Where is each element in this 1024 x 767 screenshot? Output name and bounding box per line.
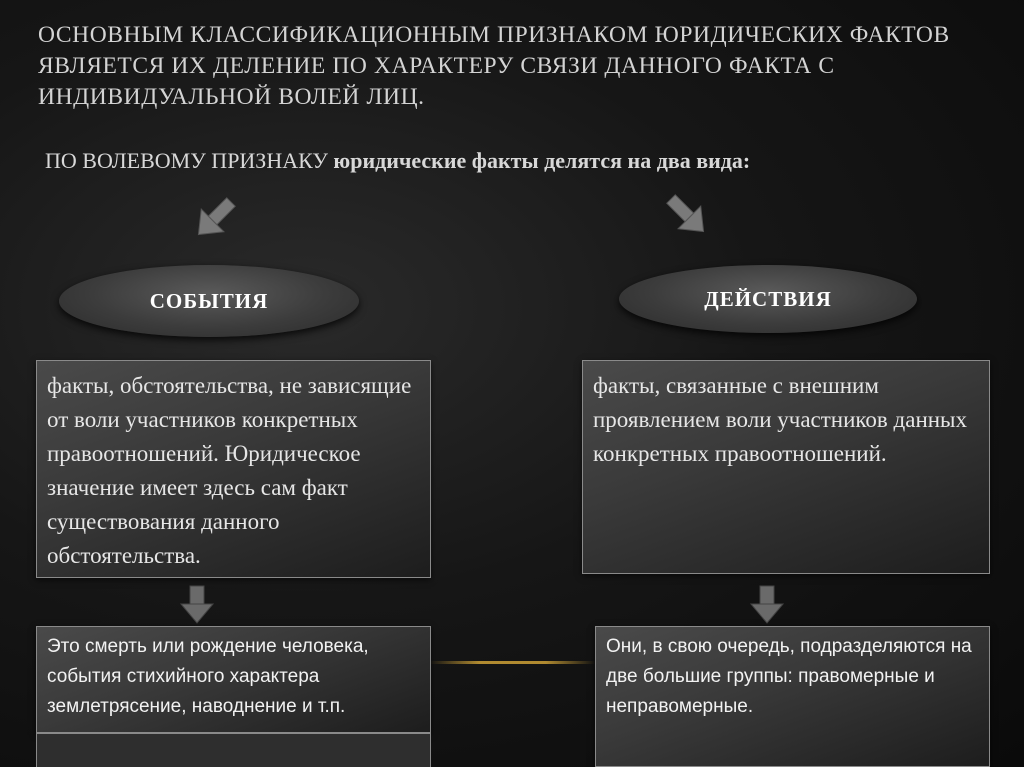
events-example-box <box>36 626 431 733</box>
arrow-down-right-icon <box>662 190 714 242</box>
actions-example-box <box>595 626 990 767</box>
connector-line <box>430 661 595 664</box>
actions-description-box <box>582 360 990 574</box>
oval-events <box>59 265 359 337</box>
slide-title: ОСНОВНЫМ КЛАССИФИКАЦИОННЫМ ПРИЗНАКОМ ЮРИДИЧЕСКИХ ФАКТОВ ЯВЛЯЕТСЯ ИХ ДЕЛЕНИЕ ПО ХАРАКТЕРУ СВЯЗИ ДАННОГО ФАКТА С ИНДИВИДУАЛЬНОЙ ВОЛЕЙ ЛИЦ. <box>38 22 950 110</box>
actions-description-text: факты, связанные с внешним проявлением воли участников данных конкретных правоотношений. <box>593 373 968 466</box>
arrow-down-icon <box>750 585 784 625</box>
events-example-box-lower <box>36 733 431 767</box>
subtitle-rest: юридические факты делятся на два вида: <box>327 148 751 173</box>
events-description-text: факты, обстоятельства, не зависящие от воли участников конкретных правоотношений. Юридическое значение имеет здесь сам факт существования данного обстоятельства. <box>47 373 412 568</box>
oval-actions <box>619 265 917 333</box>
slide-subtitle <box>45 148 945 174</box>
oval-events-label: СОБЫТИЯ <box>149 288 269 313</box>
oval-actions-label: ДЕЙСТВИЯ <box>704 286 832 311</box>
events-description-box <box>36 360 431 578</box>
events-example-text: Это смерть или рождение человека, события стихийного характера землетрясение, наводнение и т.п. <box>47 636 369 717</box>
arrow-down-icon <box>180 585 214 625</box>
actions-example-text: Они, в свою очередь, подразделяются на две большие группы: правомерные и неправомерные. <box>606 636 972 717</box>
subtitle-caps: ПО ВОЛЕВОМУ ПРИЗНАКУ <box>45 148 328 173</box>
arrow-down-left-icon <box>188 193 240 245</box>
